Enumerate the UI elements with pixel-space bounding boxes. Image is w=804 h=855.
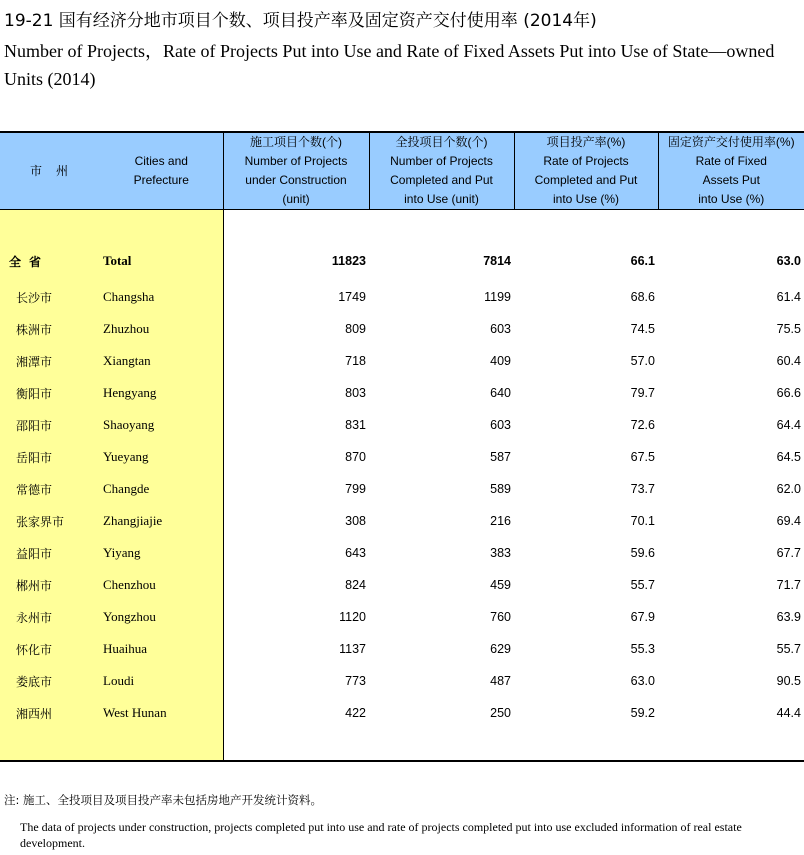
table-row <box>0 601 804 633</box>
construction-count: 422 <box>345 706 366 720</box>
footnote-en: The data of projects under construction, projects completed put into use and rate of projects completed put into use excluded information of real estate development. <box>20 820 742 850</box>
construction-count: 870 <box>345 450 366 464</box>
table-row <box>0 313 804 345</box>
rate-projects: 70.1 <box>630 514 655 528</box>
city-name-cn: 邵阳市 <box>0 409 100 441</box>
city-name-en: Huaihua <box>100 633 223 665</box>
city-name-en: Zhangjiajie <box>100 505 223 537</box>
city-name-cn: 衡阳市 <box>0 377 100 409</box>
header-rate-assets: 固定资产交付使用率(%) Rate of Fixed Assets Put into Use (%) <box>658 132 804 210</box>
city-name-en: Yueyang <box>100 441 223 473</box>
completed-count: 409 <box>490 354 511 368</box>
city-name-cn: 益阳市 <box>0 537 100 569</box>
footnote-cn: 注: 施工、全投项目及项目投产率未包括房地产开发统计资料。 <box>4 793 323 807</box>
construction-count: 1120 <box>339 610 366 624</box>
completed-count: 603 <box>490 322 511 336</box>
table-row <box>0 665 804 697</box>
construction-count: 1137 <box>339 642 366 656</box>
total-rate-projects: 66.1 <box>630 254 655 268</box>
rate-projects: 74.5 <box>630 322 655 336</box>
city-name-en: Hengyang <box>100 377 223 409</box>
completed-count: 216 <box>490 514 511 528</box>
rate-projects: 68.6 <box>630 290 655 304</box>
rate-projects: 72.6 <box>630 418 655 432</box>
rate-assets: 55.7 <box>776 642 801 656</box>
rate-assets: 90.5 <box>776 674 801 688</box>
rate-assets: 71.7 <box>776 578 801 592</box>
total-rate-assets: 63.0 <box>776 254 801 268</box>
header-construction: 施工项目个数(个) Number of Projects under Construction (unit) <box>223 132 369 210</box>
header-completed: 全投项目个数(个) Number of Projects Completed and Put into Use (unit) <box>369 132 514 210</box>
construction-count: 799 <box>345 482 366 496</box>
table-row <box>0 473 804 505</box>
city-name-cn: 常德市 <box>0 473 100 505</box>
completed-count: 1199 <box>484 290 511 304</box>
total-name-en: Total <box>100 237 223 281</box>
completed-count: 250 <box>490 706 511 720</box>
city-name-cn: 永州市 <box>0 601 100 633</box>
total-construction: 11823 <box>331 254 366 268</box>
page-title-cn: 19-21 国有经济分地市项目个数、项目投产率及固定资产交付使用率 (2014年) <box>4 11 597 31</box>
rate-assets: 67.7 <box>776 546 801 560</box>
rate-projects: 57.0 <box>630 354 655 368</box>
construction-count: 718 <box>345 354 366 368</box>
table-row <box>0 697 804 729</box>
rate-assets: 66.6 <box>776 386 801 400</box>
table-row <box>0 633 804 665</box>
construction-count: 1749 <box>338 290 366 304</box>
rate-assets: 75.5 <box>776 322 801 336</box>
city-name-cn: 湘西州 <box>0 697 100 729</box>
data-table <box>0 131 804 762</box>
rate-projects: 67.5 <box>630 450 655 464</box>
header-rate-projects: 项目投产率(%) Rate of Projects Completed and Put into Use (%) <box>514 132 658 210</box>
table-row-total <box>0 237 804 281</box>
construction-count: 809 <box>345 322 366 336</box>
city-name-en: Xiangtan <box>100 345 223 377</box>
city-name-cn: 长沙市 <box>0 281 100 313</box>
table-row <box>0 377 804 409</box>
city-name-en: Shaoyang <box>100 409 223 441</box>
rate-assets: 61.4 <box>776 290 801 304</box>
construction-count: 824 <box>345 578 366 592</box>
rate-assets: 69.4 <box>776 514 801 528</box>
city-name-en: Zhuzhou <box>100 313 223 345</box>
city-name-cn: 郴州市 <box>0 569 100 601</box>
city-name-cn: 娄底市 <box>0 665 100 697</box>
rate-projects: 59.6 <box>630 546 655 560</box>
table-header-row <box>0 132 804 210</box>
rate-projects: 73.7 <box>630 482 655 496</box>
completed-count: 383 <box>490 546 511 560</box>
city-name-en: Yiyang <box>100 537 223 569</box>
city-name-en: West Hunan <box>100 697 223 729</box>
rate-projects: 67.9 <box>630 610 655 624</box>
table-row <box>0 569 804 601</box>
rate-assets: 64.4 <box>776 418 801 432</box>
header-city-en: Cities and Prefecture <box>100 132 223 210</box>
rate-projects: 79.7 <box>630 386 655 400</box>
city-name-cn: 怀化市 <box>0 633 100 665</box>
construction-count: 643 <box>345 546 366 560</box>
city-name-cn: 株洲市 <box>0 313 100 345</box>
city-name-cn: 张家界市 <box>0 505 100 537</box>
rate-projects: 55.3 <box>630 642 655 656</box>
table-row <box>0 537 804 569</box>
city-name-en: Changsha <box>100 281 223 313</box>
completed-count: 587 <box>490 450 511 464</box>
rate-assets: 60.4 <box>776 354 801 368</box>
page-title-en: Number of Projects，Rate of Projects Put into Use and Rate of Fixed Assets Put into Use of State—owned Units (2014) <box>4 41 775 89</box>
city-name-cn: 岳阳市 <box>0 441 100 473</box>
rate-projects: 55.7 <box>630 578 655 592</box>
table-row <box>0 409 804 441</box>
city-name-cn: 湘潭市 <box>0 345 100 377</box>
rate-assets: 64.5 <box>776 450 801 464</box>
construction-count: 831 <box>345 418 366 432</box>
rate-assets: 63.9 <box>776 610 801 624</box>
header-city-cn: 市州 <box>0 132 100 210</box>
construction-count: 803 <box>345 386 366 400</box>
table-row <box>0 345 804 377</box>
city-name-en: Loudi <box>100 665 223 697</box>
city-name-en: Yongzhou <box>100 601 223 633</box>
city-name-en: Changde <box>100 473 223 505</box>
completed-count: 487 <box>490 674 511 688</box>
rate-assets: 44.4 <box>776 706 801 720</box>
completed-count: 629 <box>490 642 511 656</box>
rate-projects: 63.0 <box>630 674 655 688</box>
rate-assets: 62.0 <box>776 482 801 496</box>
total-name-cn: 全省 <box>0 237 100 281</box>
completed-count: 603 <box>490 418 511 432</box>
completed-count: 640 <box>490 386 511 400</box>
total-completed: 7814 <box>483 254 511 268</box>
data-table-container <box>0 131 804 762</box>
completed-count: 589 <box>490 482 511 496</box>
table-row <box>0 281 804 313</box>
table-row <box>0 441 804 473</box>
spacer-row-end <box>0 729 804 761</box>
completed-count: 459 <box>490 578 511 592</box>
spacer-row <box>0 210 804 238</box>
completed-count: 760 <box>490 610 511 624</box>
table-row <box>0 505 804 537</box>
construction-count: 773 <box>345 674 366 688</box>
rate-projects: 59.2 <box>630 706 655 720</box>
city-name-en: Chenzhou <box>100 569 223 601</box>
construction-count: 308 <box>345 514 366 528</box>
